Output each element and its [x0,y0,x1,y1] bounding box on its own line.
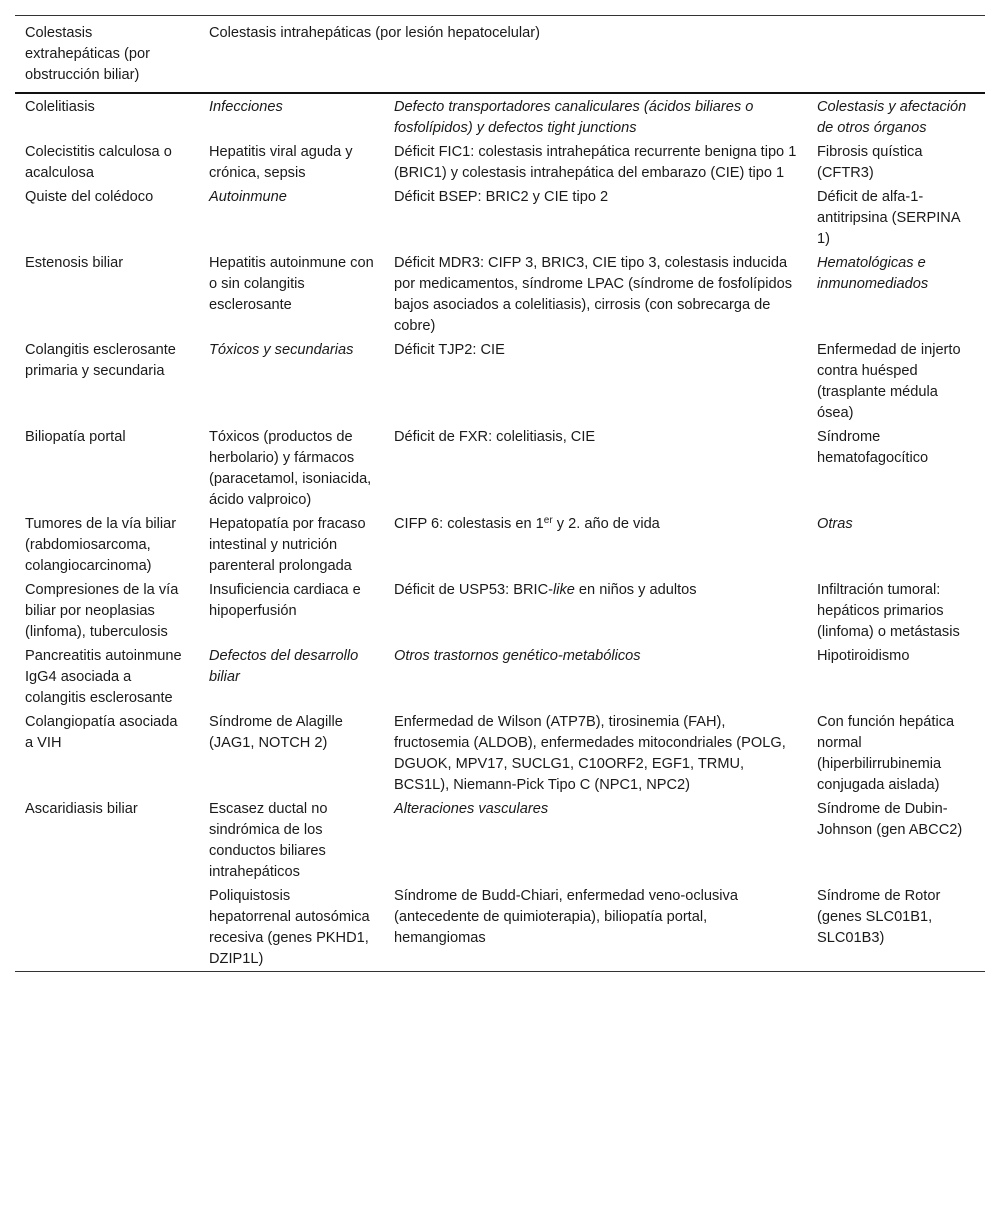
table-cell: Síndrome de Dubin-Johnson (gen ABCC2) [817,801,963,838]
cifp6-text: CIFP 6: colestasis en 1 [394,516,544,532]
table-cell: Hipotiroidismo [817,648,910,664]
header-row [15,16,985,94]
table-cell: Síndrome de Rotor (genes SLC01B1, SLC01B3) [817,888,941,946]
category-cell: Otras [817,516,853,532]
header-intrahepatic: Colestasis intrahepáticas (por lesión hepatocelular) [209,25,540,41]
table-cell [384,512,807,578]
category-cell: Autoinmune [209,189,287,205]
table-cell: Déficit de alfa-1-antitripsina (SERPINA 1) [817,189,960,247]
table-row [15,644,985,710]
table-cell: Fibrosis quística (CFTR3) [817,144,923,181]
category-cell: Colestasis y afectación de otros órganos [817,99,967,136]
usp53-text: Déficit de USP53: BRIC- [394,582,553,598]
category-cell: Alteraciones vasculares [394,801,549,817]
table-row [15,710,985,797]
table-row [15,512,985,578]
table-row [15,140,985,185]
table-cell: Síndrome hematofagocítico [817,429,929,466]
table-row [15,884,985,972]
table-cell: Tóxicos (productos de herbolario) y fármacos (paracetamol, isoniacida, ácido valproico) [209,429,372,508]
table-cell: Déficit BSEP: BRIC2 y CIE tipo 2 [394,189,609,205]
table-cell: Síndrome de Budd-Chiari, enfermedad veno-oclusiva (antecedente de quimioterapia), biliopatía portal, hemangiomas [394,888,738,946]
table-cell: Biliopatía portal [25,429,126,445]
table-cell: Tumores de la vía biliar (rabdomiosarcoma, colangiocarcinoma) [25,516,177,574]
table-cell: Déficit de FXR: colelitiasis, CIE [394,429,596,445]
table-cell: Hepatitis viral aguda y crónica, sepsis [209,144,353,181]
table-cell: Enfermedad de Wilson (ATP7B), tirosinemia (FAH), fructosemia (ALDOB), enfermedades mitocondriales (POLG, DGUOK, MPV17, SUCLG1, C10ORF2, EGF1, TRMU, BCS1L), Niemann-Pick Tipo C (NPC1, NPC2) [394,714,786,793]
table-cell: Síndrome de Alagille (JAG1, NOTCH 2) [209,714,343,751]
table-cell: Hepatitis autoinmune con o sin colangitis esclerosante [209,255,374,313]
usp53-text-end: en niños y adultos [574,582,697,598]
table-row [15,797,985,884]
usp53-italic: like [552,582,575,598]
table-cell: Hepatopatía por fracaso intestinal y nutrición parenteral prolongada [209,516,366,574]
table-cell: Quiste del colédoco [25,189,154,205]
table-cell: Colecistitis calculosa o acalculosa [25,144,172,181]
table-cell: Enfermedad de injerto contra huésped (trasplante médula ósea) [817,342,961,421]
cholestasis-table [15,15,985,972]
table-row [15,578,985,644]
table-row [15,338,985,425]
table-row [15,425,985,512]
table-cell: Con función hepática normal (hiperbilirrubinemia conjugada aislada) [817,714,955,793]
table-cell: Poliquistosis hepatorrenal autosómica recesiva (genes PKHD1, DZIP1L) [209,888,370,967]
cifp6-superscript: er [543,515,553,526]
table-cell: Déficit TJP2: CIE [394,342,505,358]
table-cell: Colelitiasis [25,99,95,115]
table-cell [15,884,199,972]
cifp6-text-end: y 2. año de vida [552,516,660,532]
table-cell: Pancreatitis autoinmune IgG4 asociada a colangitis esclerosante [25,648,182,706]
category-cell: Infecciones [209,99,283,115]
category-cell: Otros trastornos genético-metabólicos [394,648,641,664]
table-cell: Infiltración tumoral: hepáticos primarios (linfoma) o metástasis [817,582,960,640]
table-cell: Insuficiencia cardiaca e hipoperfusión [209,582,361,619]
header-extrahepatic: Colestasis extrahepáticas (por obstrucción biliar) [25,25,150,83]
table-cell: Colangitis esclerosante primaria y secundaria [25,342,176,379]
table-row [15,185,985,251]
table-cell [384,578,807,644]
table-cell: Déficit MDR3: CIFP 3, BRIC3, CIE tipo 3, colestasis inducida por medicamentos, síndrome LPAC (síndrome de fosfolípidos bajos asociados a colelitiasis), cirrosis (con sobrecarga de cobre) [394,255,792,334]
table-cell: Compresiones de la vía biliar por neoplasias (linfoma), tuberculosis [25,582,179,640]
table-cell: Escasez ductal no sindrómica de los conductos biliares intrahepáticos [209,801,328,880]
table-row [15,251,985,338]
table-cell: Estenosis biliar [25,255,124,271]
category-cell: Defectos del desarrollo biliar [209,648,359,685]
table-row [15,93,985,140]
category-cell: Defecto transportadores canaliculares (ácidos biliares o fosfolípidos) y defectos tight junctions [394,99,754,136]
category-cell: Tóxicos y secundarias [209,342,354,358]
category-cell: Hematológicas e inmunomediados [817,255,929,292]
table-cell: Ascaridiasis biliar [25,801,138,817]
table-cell: Colangiopatía asociada a VIH [25,714,178,751]
table-cell: Déficit FIC1: colestasis intrahepática recurrente benigna tipo 1 (BRIC1) y colestasis intrahepática del embarazo (CIE) tipo 1 [394,144,797,181]
